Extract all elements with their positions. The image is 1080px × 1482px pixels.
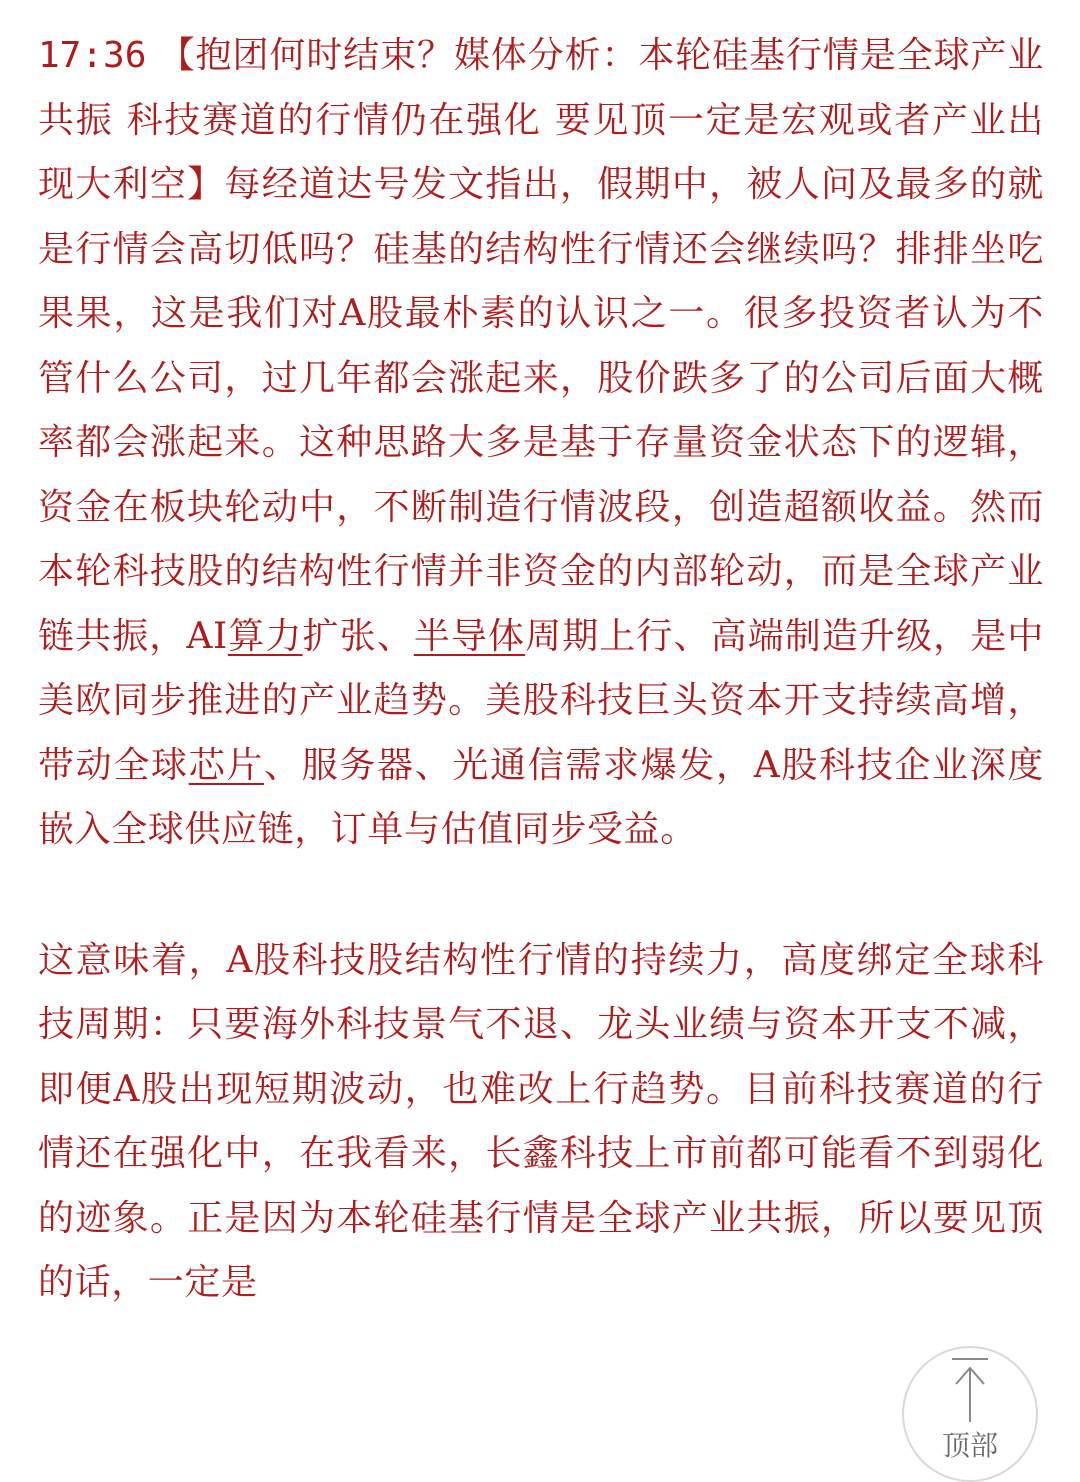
article-body [38, 24, 1044, 1316]
news-time: 17:36 [38, 35, 147, 76]
paragraph-text: 周期上行、高端制造升级，是中美欧同步推进的产业趋势。美股科技巨头资本开支持续高增，带动全球 [38, 615, 1044, 786]
paragraph-text: 扩张、 [302, 615, 414, 657]
paragraph-text: 【抱团何时结束？媒体分析：本轮硅基行情是全球产业共振 科技赛道的行情仍在强化 要见顶一定是宏观或者产业出现大利空】每经道达号发文指出，假期中，被人问及最多的就是行情会高切低吗？硅基的结构性行情还会继续吗？排排坐吃果果，这是我们对A股最朴素的认识之一。很多投资者认为不管什么公司，过几年都会涨起来，股价跌多了的公司后面大概率都会涨起来。这种思路大多是基于存量资金状态下的逻辑，资金在板块轮动中，不断制造行情波段，创造超额收益。然而本轮科技股的结构性行情并非资金的内部轮动，而是全球产业链共振，AI [38, 35, 1044, 657]
paragraph-text: 、服务器、光通信需求爆发，A股科技企业深度嵌入全球供应链，订单与估值同步受益。 [38, 744, 1044, 850]
back-to-top-label: 顶部 [941, 1429, 998, 1462]
arrow-up-icon [954, 1364, 986, 1422]
back-to-top-button[interactable] [902, 1346, 1038, 1482]
top-bar-icon [952, 1358, 988, 1360]
article-paragraph-1 [38, 24, 1044, 863]
keyword-link-bandaoti[interactable]: 半导体 [413, 615, 526, 657]
article-paragraph-2: 这意味着，A股科技股结构性行情的持续力，高度绑定全球科技周期：只要海外科技景气不退、龙头业绩与资本开支不减，即便A股出现短期波动，也难改上行趋势。目前科技赛道的行情还在强化中，在我看来，长鑫科技上市前都可能看不到弱化的迹象。正是因为本轮硅基行情是全球产业共振，所以要见顶的话，一定是 [38, 939, 1044, 1303]
keyword-link-xinpian[interactable]: 芯片 [188, 744, 265, 786]
keyword-link-suanli[interactable]: 算力 [227, 615, 303, 657]
